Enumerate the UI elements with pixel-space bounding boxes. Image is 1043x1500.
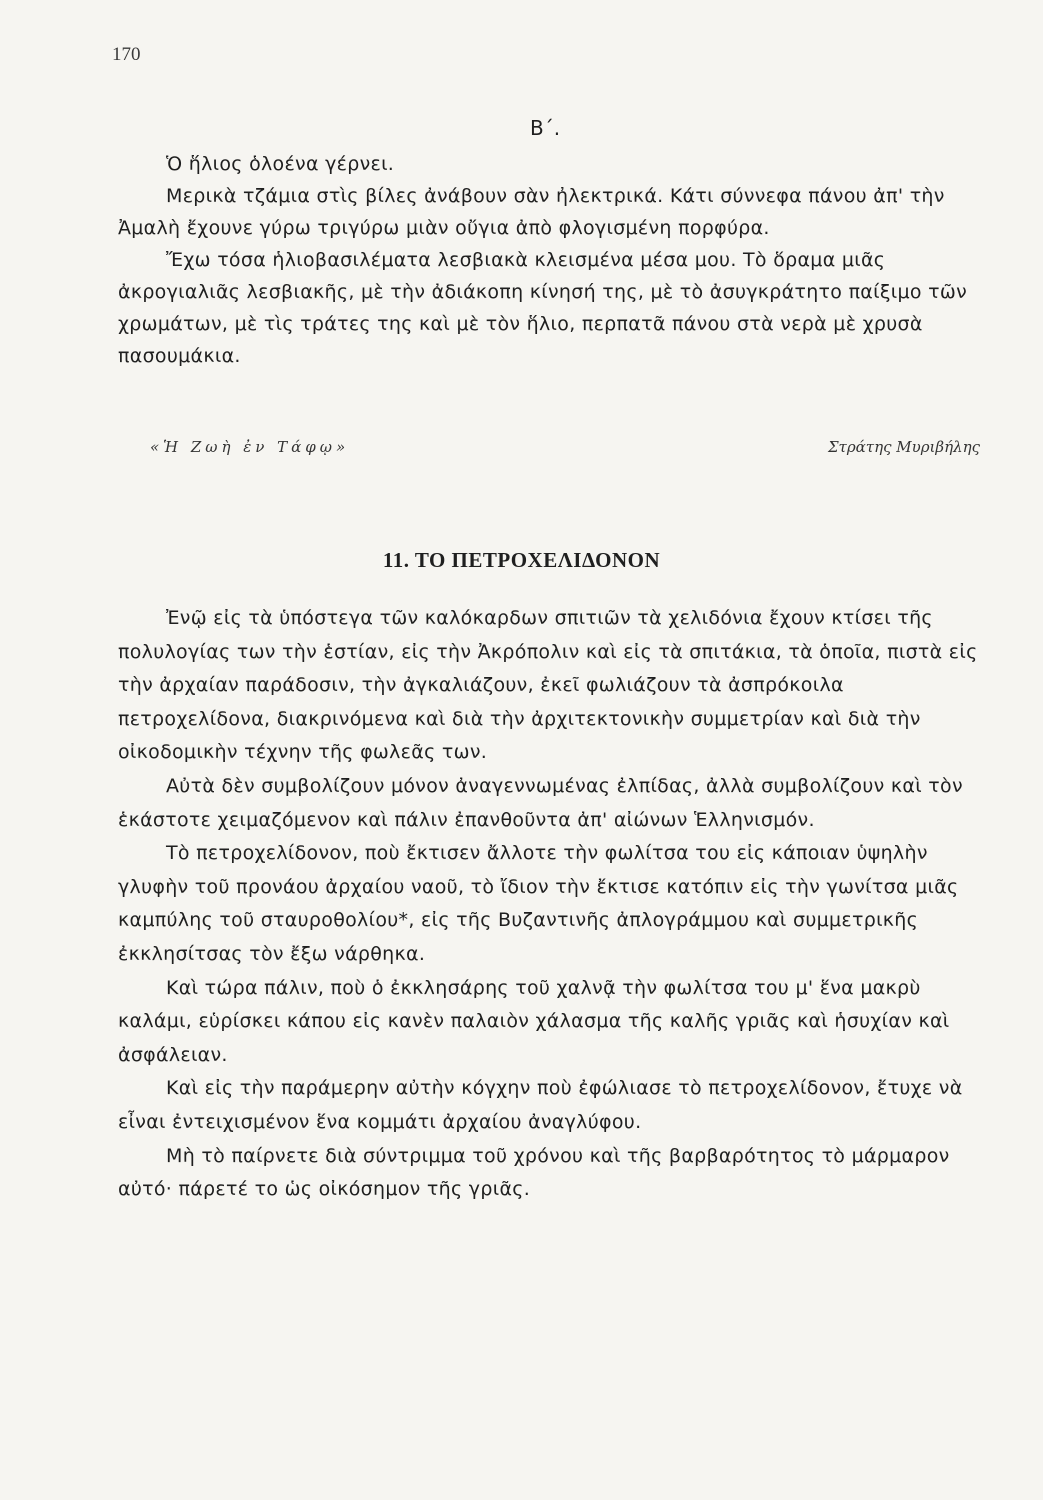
section-mark: Β΄. bbox=[530, 116, 561, 140]
paragraph: Αὐτὰ δὲν συμβολίζουν μόνον ἀναγεννωμένας ἐλπίδας, ἀλλὰ συμβολίζουν καὶ τὸν ἑκάστοτε χειμαζόμενον καὶ πάλιν ἐπανθοῦντα ἀπ' αἰώνων Ἑλληνισμόν. bbox=[118, 774, 963, 831]
paragraph: Ἔχω τόσα ἡλιοβασιλέματα λεσβιακὰ κλεισμένα μέσα μου. Τὸ ὅραμα μιᾶς ἀκρογιαλιᾶς λεσβιακῆς, μὲ τὴν ἀδιάκοπη κίνησή της, μὲ τὸ ἀσυγκράτητο παίξιμο τῶν χρωμάτων, μὲ τὶς τράτες της καὶ μὲ τὸν ἥλιο, περπατᾶ πάνου στὰ νερὰ μὲ χρυσὰ πασουμάκια. bbox=[118, 249, 967, 367]
paragraph: Ἐνῷ εἰς τὰ ὑπόστεγα τῶν καλόκαρδων σπιτιῶν τὰ χελιδόνια ἔχουν κτίσει τῆς πολυλογίας των τὴν ἑστίαν, εἰς τὴν Ἀκρόπολιν καὶ εἰς τὰ σπιτάκια, τὰ ὁποῖα, πιστὰ εἰς τὴν ἀρχαίαν παράδοσιν, τὴν ἀγκαλιάζουν, ἐκεῖ φωλιάζουν τὰ ἀσπρόκοιλα πετροχελίδονα, διακρινόμενα καὶ διὰ τὴν ἀρχιτεκτονικὴν συμμετρίαν καὶ διὰ τὴν οἰκοδομικὴν τέχνην τῆς φωλεᾶς των. bbox=[118, 607, 978, 764]
chapter-text bbox=[118, 602, 988, 1207]
paragraph: Μερικὰ τζάμια στὶς βίλες ἀνάβουν σὰν ἠλεκτρικά. Κάτι σύννεφα πάνου ἀπ' τὴν Ἀμαλὴ ἔχουνε γύρω τριγύρω μιὰν οὔγια ἀπὸ φλογισμένη πορφύρα. bbox=[118, 185, 945, 239]
source-title: «Ἡ Ζωὴ ἐν Τάφῳ» bbox=[150, 438, 350, 456]
paragraph: Μὴ τὸ παίρνετε διὰ σύντριμμα τοῦ χρόνου καὶ τῆς βαρβαρότητος τὸ μάρμαρον αὐτό· πάρετέ το ὡς οἰκόσημον τῆς γριᾶς. bbox=[118, 1144, 950, 1201]
author-name: Στράτης Μυριβήλης bbox=[827, 438, 980, 456]
page-number: 170 bbox=[112, 44, 141, 65]
attribution bbox=[150, 438, 990, 456]
previous-piece-text bbox=[118, 148, 988, 372]
paragraph: Τὸ πετροχελίδονον, ποὺ ἔκτισεν ἄλλοτε τὴν φωλίτσα του εἰς κάποιαν ὑψηλὴν γλυφὴν τοῦ προνάου ἀρχαίου ναοῦ, τὸ ἴδιον τὴν ἔκτισε κατόπιν εἰς τὴν γωνίτσα μιᾶς καμπύλης τοῦ σταυροθολίου*, εἰς τῆς Βυζαντινῆς ἀπλογράμμου καὶ συμμετρικῆς ἐκκλησίτσας τὸν ἔξω νάρθηκα. bbox=[118, 842, 959, 965]
chapter-heading: 11. ΤΟ ΠΕΤΡΟΧΕΛΙΔΟΝΟΝ bbox=[382, 548, 661, 572]
paragraph: Καὶ τώρα πάλιν, ποὺ ὁ ἐκκλησάρης τοῦ χαλνᾷ τὴν φωλίτσα του μ' ἕνα μακρὺ καλάμι, εὑρίσκει κάπου εἰς κανὲν παλαιὸν χάλασμα τῆς καλῆς γριᾶς καὶ ἡσυχίαν καὶ ἀσφάλειαν. bbox=[118, 976, 950, 1066]
paragraph: Ὁ ἥλιος ὁλοένα γέρνει. bbox=[166, 153, 395, 175]
paragraph: Καὶ εἰς τὴν παράμερην αὐτὴν κόγχην ποὺ ἐφώλιασε τὸ πετροχελίδονον, ἔτυχε νὰ εἶναι ἐντειχισμένον ἕνα κομμάτι ἀρχαίου ἀναγλύφου. bbox=[118, 1077, 963, 1133]
